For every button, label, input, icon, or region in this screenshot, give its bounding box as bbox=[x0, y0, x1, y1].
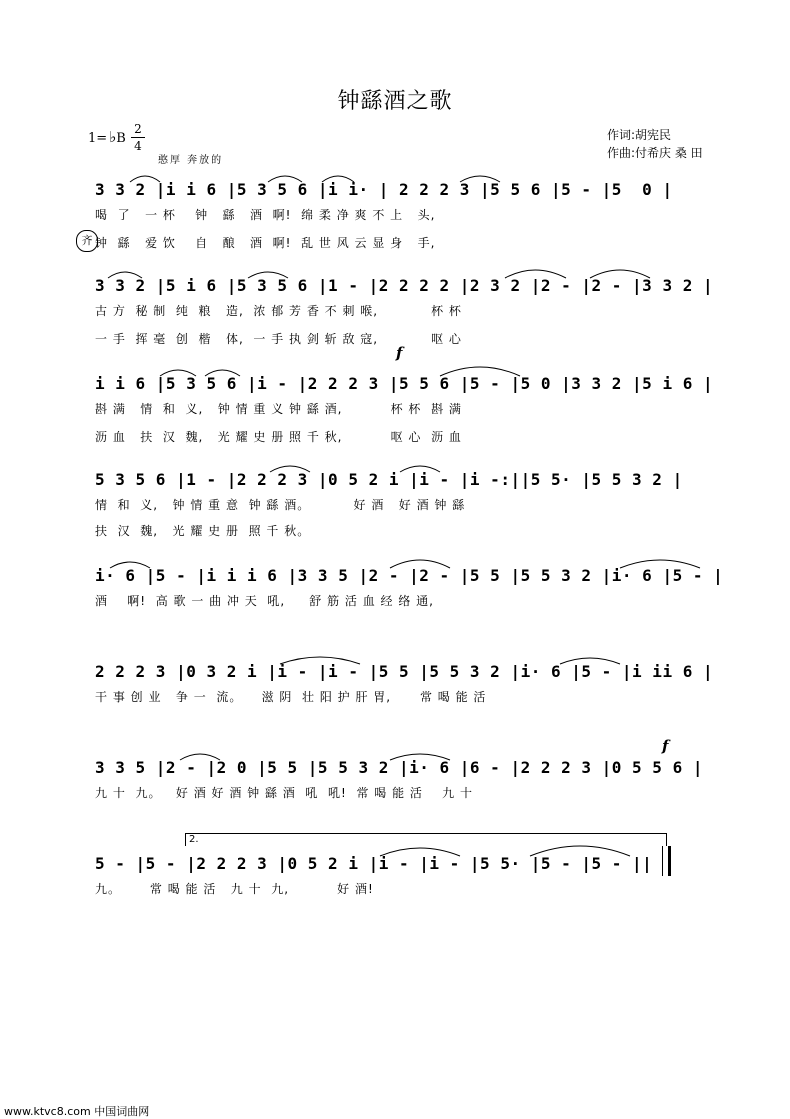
notation-line-8: 5 - |5 - |2 2 2 3 |0 5 2 i |i - |i - |5 5· |5 - |5 - || bbox=[95, 854, 653, 873]
lyric-line-2-verse-2: 一 手 挥 毫 创 楷 体, 一 手 执 剑 斩 敌 寇, 呕 心 bbox=[95, 332, 462, 346]
lyric-line-1-verse-2: 钟 繇 爱 饮 自 酿 酒 啊! 乱 世 风 云 显 身 手, bbox=[95, 236, 436, 250]
key-note: B bbox=[116, 131, 126, 146]
flat-symbol: ♭ bbox=[109, 128, 117, 146]
notation-line-7: 3 3 5 |2 - |2 0 |5 5 |5 5 3 2 |i· 6 |6 - |2 2 2 3 |0 5 5 6 | bbox=[95, 758, 703, 777]
song-title: 钟繇酒之歌 bbox=[337, 89, 453, 114]
notation-line-6: 2 2 2 3 |0 3 2 i |i - |i - |5 5 |5 5 3 2 |i· 6 |5 - |i ii 6 | bbox=[95, 662, 714, 681]
lyric-line-4-verse-2: 扶 汉 魏, 光 耀 史 册 照 千 秋。 bbox=[95, 524, 311, 538]
lyric-line-7: 九 十 九。 好 酒 好 酒 钟 繇 酒 吼 吼! 常 喝 能 活 九 十 bbox=[95, 786, 473, 800]
notation-line-5: i· 6 |5 - |i i i 6 |3 3 5 |2 - |2 - |5 5 |5 5 3 2 |i· 6 |5 - | bbox=[95, 566, 724, 585]
notation-line-3: i i 6 |5 3 5 6 |i - |2 2 2 3 |5 5 6 |5 - |5 0 |3 3 2 |5 i 6 | bbox=[95, 374, 714, 393]
lyric-line-1-verse-1: 喝 了 一 杯 钟 繇 酒 啊! 绵 柔 净 爽 不 上 头, bbox=[95, 208, 436, 222]
lyric-line-2-verse-1: 古 方 秘 制 纯 粮 造, 浓 郁 芳 香 不 刺 喉, 杯 杯 bbox=[95, 304, 462, 318]
dynamic-forte-2: f bbox=[662, 737, 669, 755]
lyricist-credit: 作词:胡宪民 bbox=[607, 128, 672, 142]
volta-number: 2. bbox=[189, 834, 199, 845]
lyric-line-3-verse-1: 斟 满 情 和 义, 钟 情 重 义 钟 繇 酒, 杯 杯 斟 满 bbox=[95, 402, 462, 416]
dynamic-forte-1: f bbox=[396, 344, 403, 362]
chorus-mark: 齐 bbox=[76, 230, 98, 252]
lyric-line-4-verse-1: 情 和 义, 钟 情 重 意 钟 繇 酒。 好 酒 好 酒 钟 繇 bbox=[95, 498, 466, 512]
time-bottom: 4 bbox=[134, 139, 142, 153]
lyric-line-5: 酒 啊! 高 歌 一 曲 冲 天 吼, 舒 筋 活 血 经 络 通, bbox=[95, 594, 434, 608]
time-top: 2 bbox=[134, 122, 142, 136]
notation-line-1: 3 3 2 |i i 6 |5 3 5 6 |i i· | 2 2 2 3 |5 5 6 |5 - |5 0 | bbox=[95, 180, 673, 199]
footer-watermark: www.ktvc8.com 中国词曲网 bbox=[4, 1105, 150, 1118]
tempo-marking: 憨厚 奔放的 bbox=[158, 155, 224, 166]
lyric-line-6: 干 事 创 业 争 一 流。 滋 阴 壮 阳 护 肝 胃, 常 喝 能 活 bbox=[95, 690, 487, 704]
lyric-line-8: 九。 常 喝 能 活 九 十 九, 好 酒! bbox=[95, 882, 374, 896]
lyric-line-3-verse-2: 沥 血 扶 汉 魏, 光 耀 史 册 照 千 秋, 呕 心 沥 血 bbox=[95, 430, 462, 444]
composer-credit: 作曲:付希庆 桑 田 bbox=[607, 146, 703, 160]
key-prefix: 1= bbox=[88, 131, 108, 146]
notation-line-4: 5 3 5 6 |1 - |2 2 2 3 |0 5 2 i |i - |i -:||5 5· |5 5 3 2 | bbox=[95, 470, 683, 489]
notation-line-2: 3 3 2 |5 i 6 |5 3 5 6 |1 - |2 2 2 2 |2 3 2 |2 - |2 - |3 3 2 | bbox=[95, 276, 714, 295]
